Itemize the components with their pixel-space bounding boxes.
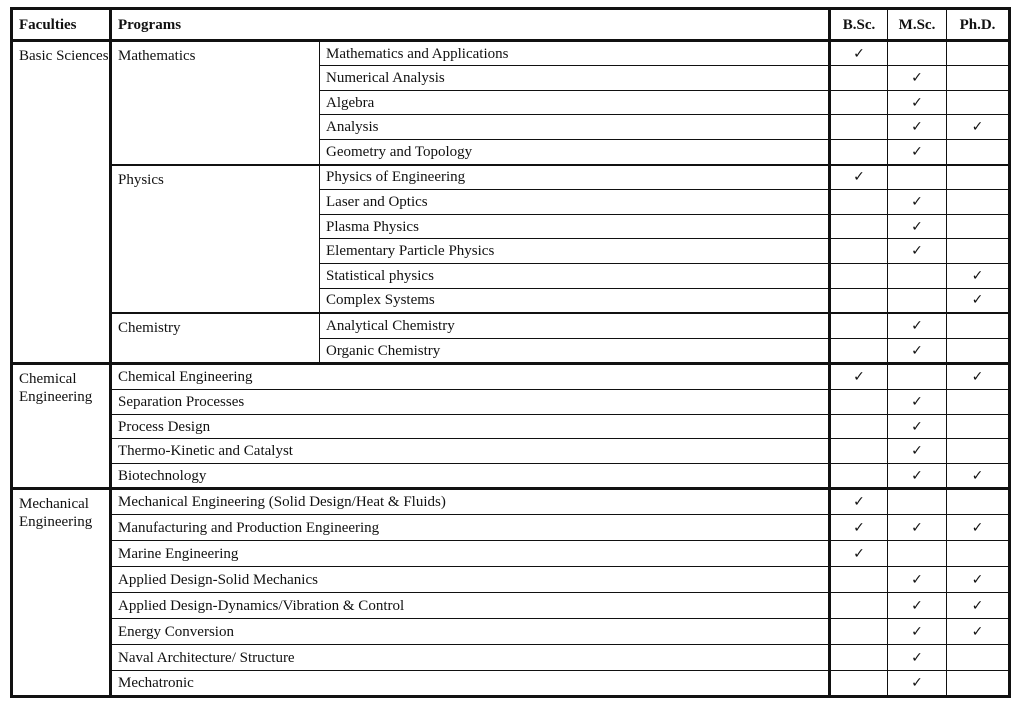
program-name-cell: Statistical physics [320,264,830,289]
table-row [12,41,1010,66]
phd-check-cell [947,239,1010,264]
table-row [12,165,1010,190]
bsc-check-cell [830,645,888,671]
program-name-cell: Energy Conversion [111,619,830,645]
msc-check-cell [888,567,947,593]
bsc-check-cell [830,313,888,339]
msc-check-cell [888,313,947,339]
phd-check-cell [947,541,1010,567]
phd-check-cell [947,264,1010,289]
bsc-check-cell [830,619,888,645]
check-mark-icon: ✓ [911,623,923,640]
msc-check-cell [888,439,947,464]
check-mark-icon: ✓ [911,519,923,536]
bsc-check-cell [830,66,888,91]
program-name-cell: Separation Processes [111,390,830,415]
bsc-check-cell [830,264,888,289]
msc-check-cell [888,339,947,364]
check-mark-icon: ✓ [853,169,865,186]
table-row [12,364,1010,390]
bsc-check-cell [830,239,888,264]
table-row [12,515,1010,541]
bsc-check-cell [830,339,888,364]
msc-check-cell [888,66,947,91]
msc-check-cell [888,165,947,190]
msc-check-cell [888,415,947,439]
bsc-check-cell [830,515,888,541]
phd-check-cell [947,645,1010,671]
bsc-check-cell [830,671,888,697]
check-mark-icon: ✓ [911,317,923,334]
bsc-check-cell [830,140,888,165]
check-mark-icon: ✓ [911,467,923,484]
table-row [12,313,1010,339]
program-group-cell: Mathematics [111,41,320,165]
program-name-cell: Applied Design-Solid Mechanics [111,567,830,593]
msc-check-cell [888,464,947,489]
program-name-cell: Mathematics and Applications [320,41,830,66]
program-name-cell: Complex Systems [320,289,830,313]
msc-check-cell [888,364,947,390]
phd-check-cell [947,515,1010,541]
bsc-check-cell [830,464,888,489]
program-name-cell: Elementary Particle Physics [320,239,830,264]
check-mark-icon: ✓ [911,70,923,86]
check-mark-icon: ✓ [853,519,865,536]
header-bsc: B.Sc. [830,9,888,41]
header-phd: Ph.D. [947,9,1010,41]
faculty-cell: Basic Sciences [12,41,111,364]
bsc-check-cell [830,165,888,190]
table-row [12,671,1010,697]
phd-check-cell [947,165,1010,190]
check-mark-icon: ✓ [911,243,923,259]
program-name-cell: Algebra [320,91,830,115]
program-name-cell: Manufacturing and Production Engineering [111,515,830,541]
bsc-check-cell [830,439,888,464]
check-mark-icon: ✓ [911,119,923,135]
check-mark-icon: ✓ [971,292,984,309]
table-body [12,41,1010,697]
bsc-check-cell [830,91,888,115]
program-name-cell: Analytical Chemistry [320,313,830,339]
table-row [12,439,1010,464]
check-mark-icon: ✓ [911,649,923,666]
check-mark-icon: ✓ [971,119,984,135]
check-mark-icon: ✓ [971,268,984,284]
check-mark-icon: ✓ [911,143,923,160]
phd-check-cell [947,390,1010,415]
check-mark-icon: ✓ [971,519,984,536]
check-mark-icon: ✓ [971,369,984,385]
phd-check-cell [947,567,1010,593]
phd-check-cell [947,41,1010,66]
bsc-check-cell [830,489,888,515]
check-mark-icon: ✓ [911,342,923,359]
program-name-cell: Mechatronic [111,671,830,697]
table-row [12,489,1010,515]
check-mark-icon: ✓ [971,623,984,640]
phd-check-cell [947,115,1010,140]
check-mark-icon: ✓ [971,467,984,484]
phd-check-cell [947,464,1010,489]
program-name-cell: Analysis [320,115,830,140]
bsc-check-cell [830,390,888,415]
header-faculties: Faculties [12,9,111,41]
program-name-cell: Applied Design-Dynamics/Vibration & Control [111,593,830,619]
phd-check-cell [947,313,1010,339]
check-mark-icon: ✓ [911,597,923,614]
check-mark-icon: ✓ [853,45,865,62]
program-name-cell: Marine Engineering [111,541,830,567]
check-mark-icon: ✓ [853,369,865,385]
program-name-cell: Mechanical Engineering (Solid Design/Heat & Fluids) [111,489,830,515]
msc-check-cell [888,91,947,115]
bsc-check-cell [830,541,888,567]
program-group-cell: Physics [111,165,320,313]
program-group-cell: Chemistry [111,313,320,364]
program-name-cell: Chemical Engineering [111,364,830,390]
msc-check-cell [888,264,947,289]
phd-check-cell [947,140,1010,165]
phd-check-cell [947,289,1010,313]
table-row [12,415,1010,439]
check-mark-icon: ✓ [853,494,865,510]
table-row [12,593,1010,619]
faculty-cell: Chemical Engineering [12,364,111,489]
programs-table [10,7,1011,698]
phd-check-cell [947,190,1010,215]
check-mark-icon: ✓ [971,597,984,614]
phd-check-cell [947,364,1010,390]
msc-check-cell [888,215,947,239]
msc-check-cell [888,190,947,215]
phd-check-cell [947,489,1010,515]
bsc-check-cell [830,364,888,390]
check-mark-icon: ✓ [911,443,923,459]
program-name-cell: Process Design [111,415,830,439]
check-mark-icon: ✓ [971,571,984,588]
phd-check-cell [947,215,1010,239]
msc-check-cell [888,515,947,541]
check-mark-icon: ✓ [911,675,923,691]
phd-check-cell [947,593,1010,619]
phd-check-cell [947,671,1010,697]
program-name-cell: Geometry and Topology [320,140,830,165]
msc-check-cell [888,239,947,264]
table-row [12,464,1010,489]
faculty-cell: Mechanical Engineering [12,489,111,697]
header-programs: Programs [111,9,830,41]
table-row [12,567,1010,593]
bsc-check-cell [830,115,888,140]
msc-check-cell [888,489,947,515]
check-mark-icon: ✓ [911,218,923,235]
table-row [12,541,1010,567]
msc-check-cell [888,41,947,66]
bsc-check-cell [830,415,888,439]
table-row [12,390,1010,415]
phd-check-cell [947,91,1010,115]
program-name-cell: Biotechnology [111,464,830,489]
msc-check-cell [888,619,947,645]
check-mark-icon: ✓ [911,94,923,111]
bsc-check-cell [830,593,888,619]
check-mark-icon: ✓ [911,571,923,588]
bsc-check-cell [830,41,888,66]
msc-check-cell [888,593,947,619]
program-name-cell: Organic Chemistry [320,339,830,364]
check-mark-icon: ✓ [853,545,865,562]
table-row [12,645,1010,671]
msc-check-cell [888,671,947,697]
phd-check-cell [947,339,1010,364]
phd-check-cell [947,415,1010,439]
msc-check-cell [888,289,947,313]
program-name-cell: Plasma Physics [320,215,830,239]
table-row [12,619,1010,645]
msc-check-cell [888,541,947,567]
msc-check-cell [888,115,947,140]
phd-check-cell [947,619,1010,645]
bsc-check-cell [830,215,888,239]
bsc-check-cell [830,567,888,593]
header-row [12,9,1010,41]
program-name-cell: Physics of Engineering [320,165,830,190]
msc-check-cell [888,140,947,165]
program-name-cell: Numerical Analysis [320,66,830,91]
header-msc: M.Sc. [888,9,947,41]
bsc-check-cell [830,190,888,215]
bsc-check-cell [830,289,888,313]
check-mark-icon: ✓ [911,394,923,410]
phd-check-cell [947,439,1010,464]
phd-check-cell [947,66,1010,91]
program-name-cell: Thermo-Kinetic and Catalyst [111,439,830,464]
msc-check-cell [888,390,947,415]
check-mark-icon: ✓ [911,194,923,210]
program-name-cell: Naval Architecture/ Structure [111,645,830,671]
msc-check-cell [888,645,947,671]
program-name-cell: Laser and Optics [320,190,830,215]
check-mark-icon: ✓ [911,418,923,435]
